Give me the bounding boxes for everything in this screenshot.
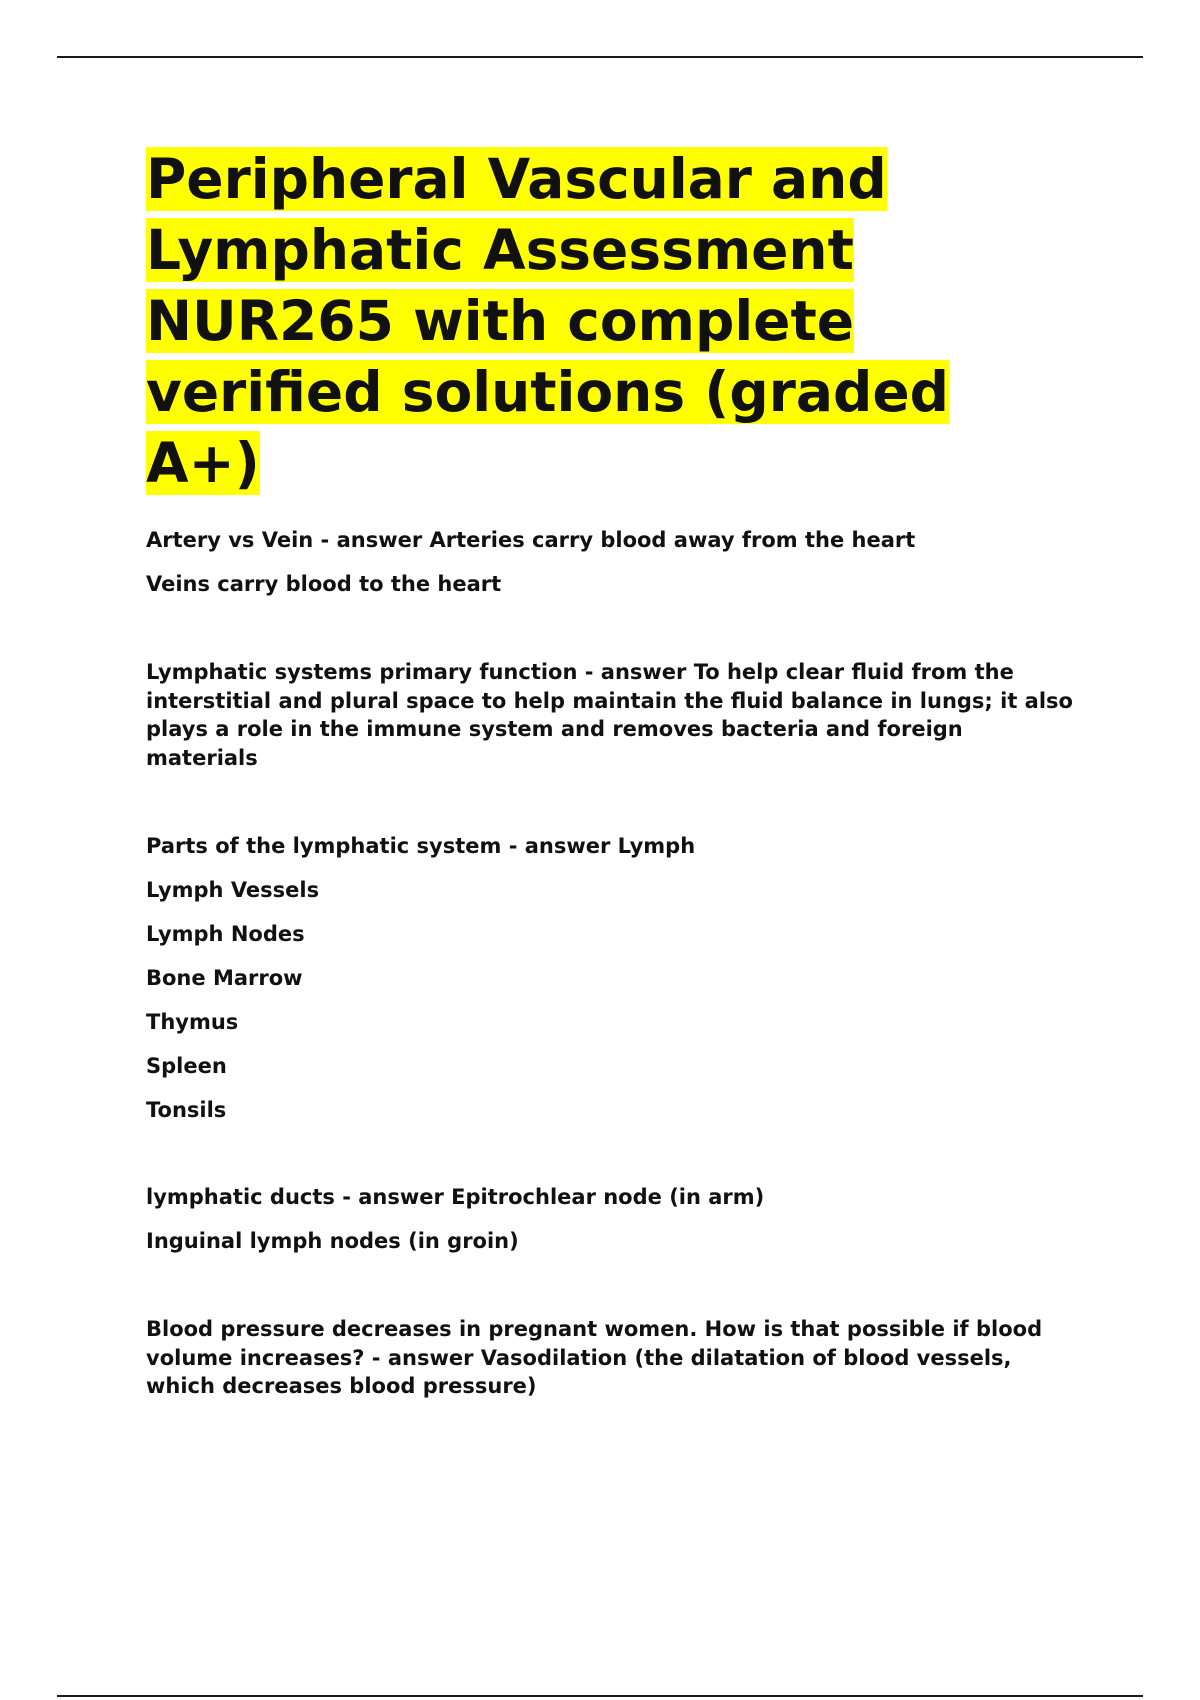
qa-blood-pressure (146, 1315, 1076, 1401)
page-bottom-rule (57, 1695, 1143, 1697)
qa-line: Veins carry blood to the heart (146, 572, 502, 596)
list-item: Lymph Vessels (146, 878, 320, 902)
list-item: Thymus (146, 1010, 239, 1034)
list-item: Spleen (146, 1054, 227, 1078)
document-body (146, 144, 1076, 1401)
qa-line: Parts of the lymphatic system - answer Lymph (146, 834, 696, 858)
qa-line: lymphatic ducts - answer Epitrochlear node (in arm) (146, 1185, 765, 1209)
list-item: Bone Marrow (146, 966, 303, 990)
qa-lymphatic-parts (146, 833, 1076, 1123)
qa-line: Inguinal lymph nodes (in groin) (146, 1229, 519, 1253)
document-title (146, 144, 1076, 499)
list-item: Tonsils (146, 1098, 227, 1122)
title-highlight: Peripheral Vascular and Lymphatic Assessment NUR265 with complete verified solutions (graded A+) (146, 147, 950, 495)
qa-lymphatic-ducts (146, 1184, 1076, 1254)
qa-artery-vein (146, 527, 1076, 597)
qa-paragraph: Lymphatic systems primary function - answer To help clear fluid from the interstitial and plural space to help maintain the fluid balance in lungs; it also plays a role in the immune system and removes bacteria and foreign materials (146, 660, 1073, 770)
page-top-rule (57, 56, 1143, 58)
qa-line: Artery vs Vein - answer Arteries carry blood away from the heart (146, 528, 916, 552)
qa-lymphatic-function (146, 658, 1076, 772)
qa-paragraph: Blood pressure decreases in pregnant women. How is that possible if blood volume increases? - answer Vasodilation (the dilatation of blood vessels, which decreases blood pressure) (146, 1317, 1043, 1398)
list-item: Lymph Nodes (146, 922, 305, 946)
